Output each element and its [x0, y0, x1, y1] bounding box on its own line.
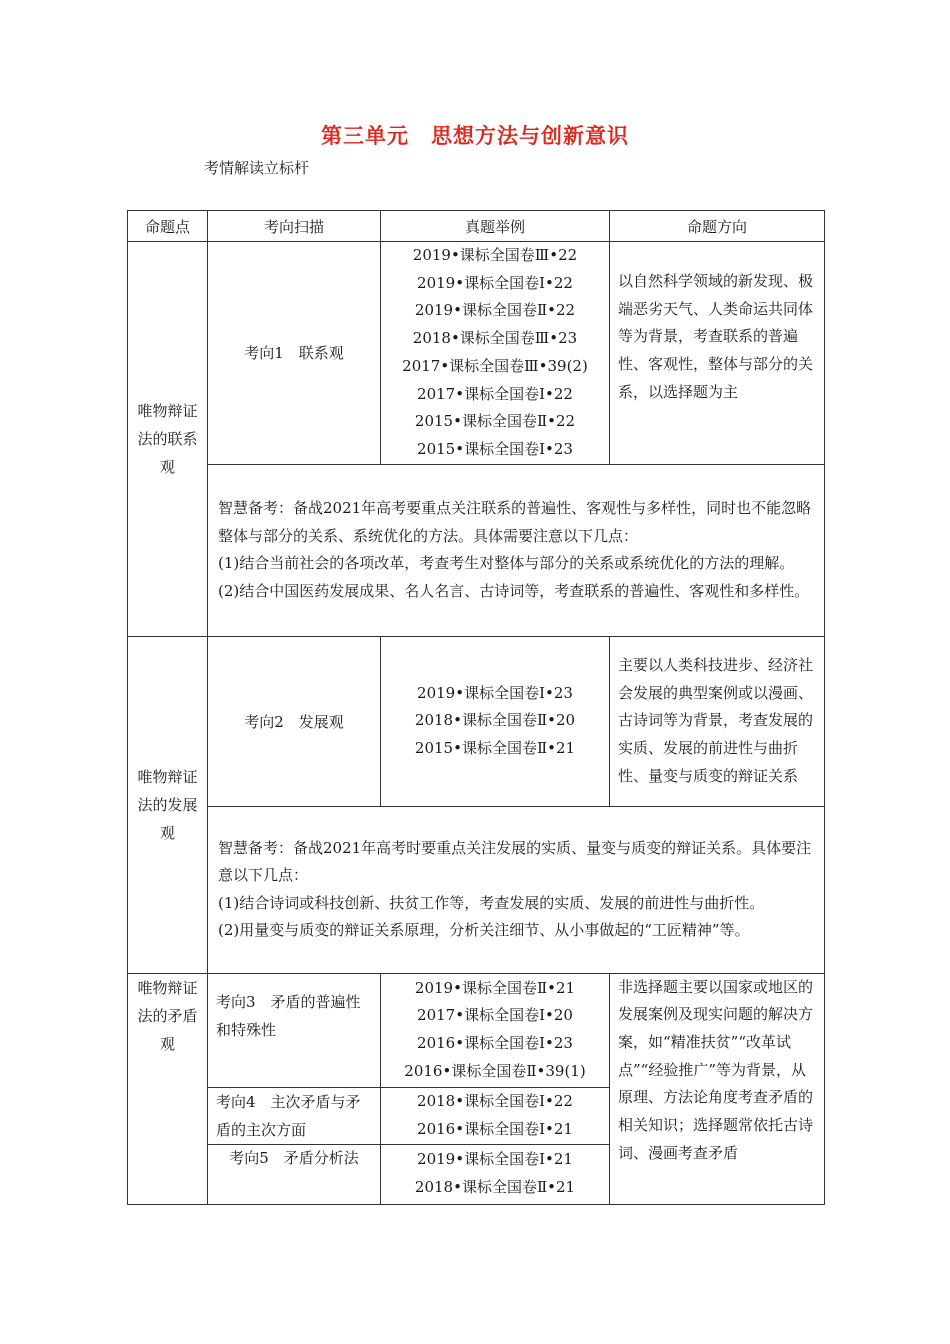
section-description: 非选择题主要以国家或地区的发展案例及现实问题的解决方案，如“精准扶贫”“改革试点”“经验推广”等为背景，从原理、方法论角度考查矛盾的相关知识；选择题常依托古诗词、漫画考查矛盾 — [610, 973, 825, 1204]
exam-list — [381, 1144, 610, 1204]
exam-item: 2019•课标全国卷Ⅱ•22 — [414, 301, 576, 320]
wisdom-paragraph: (1)结合诗词或科技创新、扶贫工作等，考查发展的实质、发展的前进性与曲折性。 — [218, 893, 765, 912]
section-direction: 考向3 矛盾的普遍性和特殊性 — [208, 973, 381, 1087]
exam-item: 2017•课标全国卷Ⅲ•39(2) — [402, 356, 588, 375]
exam-item: 2015•课标全国卷Ⅱ•21 — [414, 738, 576, 757]
wisdom-note — [208, 806, 825, 973]
section-direction: 考向5 矛盾分析法 — [208, 1144, 381, 1204]
table-header-row — [128, 211, 825, 242]
section-point: 唯物辩证法的联系观 — [128, 242, 208, 637]
section-point: 唯物辩证法的发展观 — [128, 636, 208, 973]
header-exams: 真题举例 — [381, 211, 610, 242]
wisdom-note — [208, 464, 825, 636]
table-row — [128, 636, 825, 806]
exam-analysis-table — [127, 210, 825, 1205]
wisdom-paragraph: (2)用量变与质变的辩证关系原理，分析关注细节、从小事做起的“工匠精神”等。 — [218, 921, 750, 940]
exam-item: 2018•课标全国卷Ⅱ•21 — [414, 1178, 576, 1197]
section-direction: 考向4 主次矛盾与矛盾的主次方面 — [208, 1087, 381, 1144]
exam-item: 2016•课标全国卷Ⅰ•23 — [417, 1034, 573, 1053]
exam-list — [381, 242, 610, 465]
table-row — [128, 973, 825, 1087]
exam-list — [381, 973, 610, 1087]
exam-item: 2019•课标全国卷Ⅰ•21 — [417, 1150, 573, 1169]
section-direction: 考向1 联系观 — [208, 242, 381, 465]
table-row — [128, 464, 825, 636]
exam-item: 2019•课标全国卷Ⅰ•22 — [417, 273, 573, 292]
header-point: 命题点 — [128, 211, 208, 242]
exam-item: 2019•课标全国卷Ⅰ•23 — [417, 683, 573, 702]
table-row — [128, 242, 825, 465]
exam-item: 2018•课标全国卷Ⅰ•22 — [417, 1091, 573, 1110]
section-description: 以自然科学领域的新发现、极端恶劣天气、人类命运共同体等为背景，考查联系的普遍性、客观性，整体与部分的关系，以选择题为主 — [610, 242, 825, 465]
exam-item: 2019•课标全国卷Ⅱ•21 — [414, 978, 576, 997]
exam-item: 2016•课标全国卷Ⅰ•21 — [417, 1119, 573, 1138]
header-description: 命题方向 — [610, 211, 825, 242]
section-direction: 考向2 发展观 — [208, 636, 381, 806]
exam-item: 2018•课标全国卷Ⅱ•20 — [414, 711, 576, 730]
exam-item: 2017•课标全国卷Ⅰ•22 — [417, 384, 573, 403]
exam-item: 2015•课标全国卷Ⅱ•22 — [414, 412, 576, 431]
wisdom-paragraph: 智慧备考：备战2021年高考时要重点关注发展的实质、量变与质变的辩证关系。具体要注意以下几点： — [218, 838, 812, 885]
exam-item: 2016•课标全国卷Ⅱ•39(1) — [404, 1061, 586, 1080]
table-row — [128, 806, 825, 973]
header-direction: 考向扫描 — [208, 211, 381, 242]
wisdom-paragraph: (2)结合中国医药发展成果、名人名言、古诗词等，考查联系的普遍性、客观性和多样性。 — [218, 581, 810, 600]
exam-item: 2017•课标全国卷Ⅰ•20 — [417, 1006, 573, 1025]
page-title: 第三单元 思想方法与创新意识 — [321, 124, 629, 148]
exam-item: 2019•课标全国卷Ⅲ•22 — [412, 246, 578, 264]
page-subtitle: 考情解读立标杆 — [204, 159, 310, 177]
exam-list — [381, 1087, 610, 1144]
wisdom-paragraph: 智慧备考：备战2021年高考要重点关注联系的普遍性、客观性与多样性，同时也不能忽略整体与部分的关系、系统优化的方法。具体需要注意以下几点： — [218, 499, 812, 545]
section-description: 主要以人类科技进步、经济社会发展的典型案例或以漫画、古诗词等为背景，考查发展的实质、发展的前进性与曲折性、量变与质变的辩证关系 — [610, 636, 825, 806]
section-point: 唯物辩证法的矛盾观 — [128, 973, 208, 1204]
exam-list — [381, 636, 610, 806]
exam-item: 2018•课标全国卷Ⅲ•23 — [412, 329, 578, 348]
wisdom-paragraph: (1)结合当前社会的各项改革，考查考生对整体与部分的关系或系统优化的方法的理解。 — [218, 554, 795, 573]
exam-item: 2015•课标全国卷Ⅰ•23 — [417, 439, 573, 458]
